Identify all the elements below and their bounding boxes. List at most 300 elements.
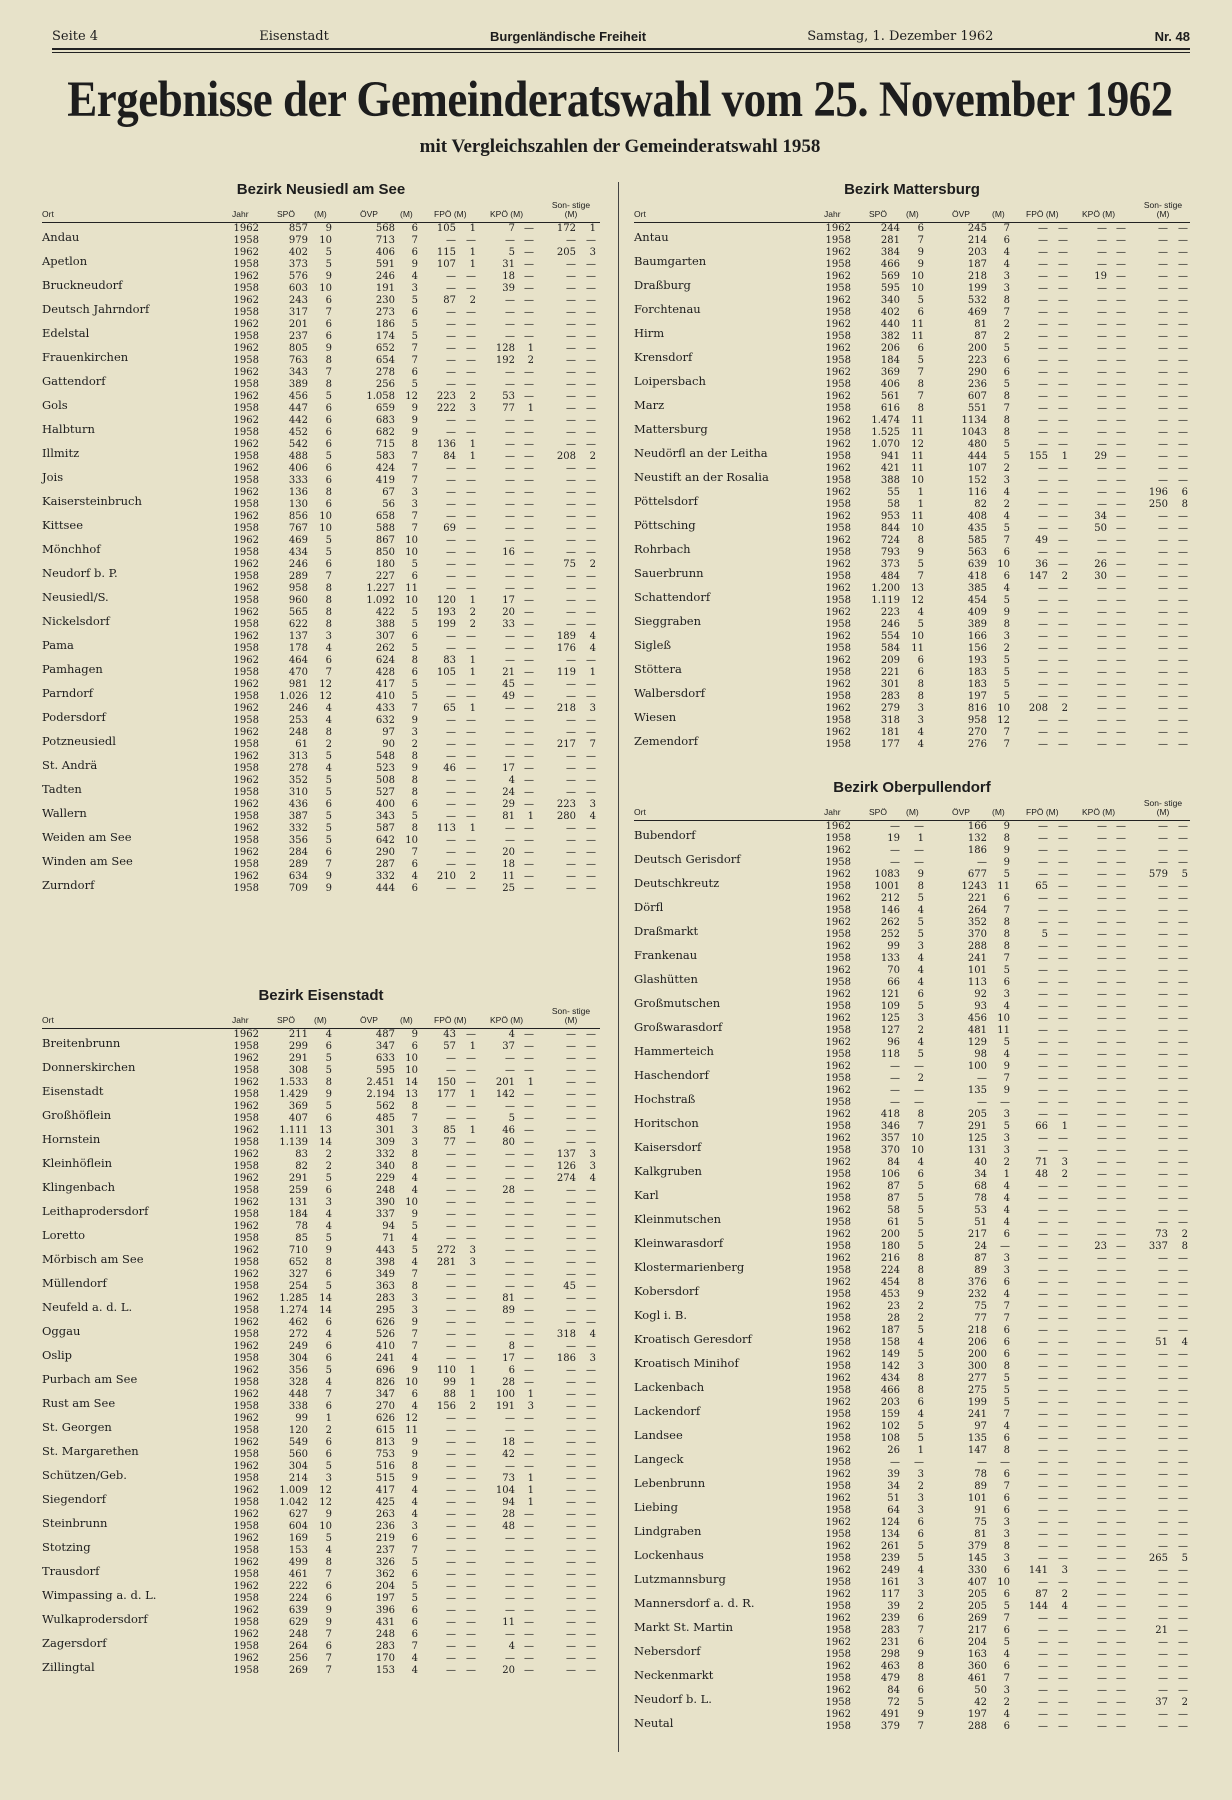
result-cell: 5: [1003, 1397, 1010, 1408]
table-row: [42, 1365, 600, 1389]
result-cell: 163: [967, 1649, 987, 1660]
result-cell: —: [524, 1089, 534, 1100]
result-cell: 224: [880, 1265, 900, 1276]
table-row: [42, 1437, 600, 1461]
result-cell: —: [524, 259, 534, 270]
result-cell: —: [586, 319, 596, 330]
result-cell: 2: [917, 1025, 924, 1036]
district-title: Bezirk Neusiedl am See: [236, 181, 406, 198]
table-row: [42, 1509, 600, 1533]
result-cell: 3: [917, 1493, 924, 1504]
result-cell: 29: [502, 799, 515, 810]
result-cell: 75: [563, 559, 576, 570]
result-cell: —: [586, 487, 596, 498]
result-cell: 184: [880, 355, 900, 366]
result-cell: —: [446, 1293, 456, 1304]
result-cell: —: [1116, 1097, 1126, 1108]
municipality-name: Lackenbach: [634, 1380, 705, 1394]
result-cell: 1: [527, 1077, 534, 1088]
table-row: [42, 631, 600, 655]
result-cell: 1962: [233, 751, 259, 762]
result-cell: 1962: [233, 415, 259, 426]
result-cell: 481: [967, 1025, 987, 1036]
result-cell: —: [1097, 1661, 1107, 1672]
results-1962: [42, 1269, 600, 1281]
result-cell: 261: [880, 1541, 900, 1552]
result-cell: 388: [375, 619, 395, 630]
result-cell: —: [566, 1389, 576, 1400]
result-cell: 6: [411, 631, 418, 642]
result-cell: 7: [411, 463, 418, 474]
result-cell: 1958: [233, 1257, 259, 1268]
result-cell: 1958: [825, 1553, 851, 1564]
result-cell: —: [1097, 283, 1107, 294]
result-cell: 2: [325, 1161, 332, 1172]
result-cell: —: [466, 859, 476, 870]
result-cell: —: [1158, 1589, 1168, 1600]
results-1962: [634, 271, 1190, 283]
result-cell: —: [524, 619, 534, 630]
result-cell: —: [1158, 1517, 1168, 1528]
result-cell: 135: [967, 1433, 987, 1444]
result-cell: 208: [556, 451, 576, 462]
result-cell: 6: [325, 415, 332, 426]
result-cell: 1.429: [279, 1089, 308, 1100]
result-cell: 1962: [233, 823, 259, 834]
result-cell: 1958: [233, 1137, 259, 1148]
result-cell: —: [524, 607, 534, 618]
municipality-name: Kaisersteinbruch: [42, 494, 142, 508]
results-1958: [634, 1241, 1190, 1253]
result-cell: —: [566, 1101, 576, 1112]
result-cell: —: [1038, 1193, 1048, 1204]
result-cell: 5: [917, 1349, 924, 1360]
result-cell: —: [1158, 247, 1168, 258]
result-cell: 193: [436, 607, 456, 618]
result-cell: 100: [967, 1061, 987, 1072]
result-cell: —: [1178, 1001, 1188, 1012]
result-cell: —: [446, 883, 456, 894]
result-cell: —: [1058, 1373, 1068, 1384]
result-cell: 87: [974, 331, 987, 342]
result-cell: —: [1038, 343, 1048, 354]
column-header-row: [634, 200, 1190, 223]
result-cell: 1958: [825, 1025, 851, 1036]
result-cell: —: [1158, 1661, 1168, 1672]
result-cell: —: [446, 355, 456, 366]
result-cell: 2: [589, 451, 596, 462]
result-cell: —: [1178, 1325, 1188, 1336]
result-cell: —: [586, 1041, 596, 1052]
result-cell: —: [566, 1401, 576, 1412]
result-cell: 58: [887, 1205, 900, 1216]
result-cell: 6: [917, 1517, 924, 1528]
results-1958: [634, 1049, 1190, 1061]
result-cell: 170: [375, 1653, 395, 1664]
municipality-name: Zillingtal: [42, 1660, 95, 1674]
result-cell: 72: [887, 1697, 900, 1708]
result-cell: —: [1058, 1265, 1068, 1276]
result-cell: —: [1038, 295, 1048, 306]
results-1958: [42, 499, 600, 511]
result-cell: —: [586, 1197, 596, 1208]
result-cell: 5: [325, 1173, 332, 1184]
result-cell: —: [1097, 989, 1107, 1000]
results-1958: [634, 905, 1190, 917]
result-cell: 136: [436, 439, 456, 450]
result-cell: 5: [325, 451, 332, 462]
result-cell: 3: [411, 1137, 418, 1148]
result-cell: 283: [880, 1625, 900, 1636]
result-cell: 26: [1094, 559, 1107, 570]
result-cell: —: [1116, 439, 1126, 450]
result-cell: 5: [1003, 1637, 1010, 1648]
result-cell: —: [505, 379, 515, 390]
results-1958: [42, 595, 600, 607]
result-cell: 4: [508, 775, 515, 786]
result-cell: —: [1116, 953, 1126, 964]
municipality-name: Neusiedl/S.: [42, 590, 109, 604]
result-cell: —: [586, 679, 596, 690]
municipality-name: Krensdorf: [634, 350, 693, 364]
result-cell: —: [566, 1485, 576, 1496]
result-cell: —: [586, 1341, 596, 1352]
result-cell: 1962: [233, 1437, 259, 1448]
result-cell: 9: [411, 1317, 418, 1328]
table-row: [634, 1157, 1190, 1181]
result-cell: 3: [917, 941, 924, 952]
result-cell: —: [1116, 1013, 1126, 1024]
result-cell: —: [1178, 1349, 1188, 1360]
result-cell: —: [446, 715, 456, 726]
result-cell: —: [586, 1317, 596, 1328]
results-1962: [634, 1253, 1190, 1265]
municipality-name: Rust am See: [42, 1396, 116, 1410]
table-row: [634, 415, 1190, 439]
result-cell: —: [586, 1365, 596, 1376]
table-row: [634, 1253, 1190, 1277]
result-cell: —: [977, 857, 987, 868]
result-cell: 246: [288, 703, 308, 714]
table-row: [634, 1133, 1190, 1157]
result-cell: 5: [917, 1049, 924, 1060]
municipality-name: Pama: [42, 638, 74, 652]
result-cell: 373: [880, 559, 900, 570]
result-cell: 6: [917, 989, 924, 1000]
results-1962: [42, 559, 600, 571]
result-cell: —: [566, 499, 576, 510]
municipality-name: Forchtenau: [634, 302, 701, 316]
result-cell: —: [1058, 391, 1068, 402]
result-cell: —: [1116, 1469, 1126, 1480]
result-cell: 6: [325, 847, 332, 858]
results-1962: [634, 1133, 1190, 1145]
result-cell: 108: [880, 1433, 900, 1444]
results-1958: [634, 1433, 1190, 1445]
result-cell: 155: [1028, 451, 1048, 462]
result-cell: —: [1058, 821, 1068, 832]
result-cell: 1958: [233, 547, 259, 558]
result-cell: 4: [325, 1029, 332, 1040]
result-cell: 313: [288, 751, 308, 762]
result-cell: —: [566, 403, 576, 414]
result-cell: 1962: [825, 487, 851, 498]
result-cell: —: [505, 1221, 515, 1232]
results-1962: [42, 1077, 600, 1089]
result-cell: 212: [880, 893, 900, 904]
result-cell: —: [1038, 1457, 1048, 1468]
result-cell: 9: [325, 343, 332, 354]
result-cell: —: [1097, 1361, 1107, 1372]
result-cell: 6: [411, 307, 418, 318]
result-cell: —: [1158, 1385, 1168, 1396]
result-cell: 1962: [825, 703, 851, 714]
result-cell: —: [1116, 1169, 1126, 1180]
result-cell: —: [466, 379, 476, 390]
result-cell: 1958: [825, 307, 851, 318]
result-cell: —: [1097, 1181, 1107, 1192]
result-cell: —: [524, 1257, 534, 1268]
results-1962: [42, 1509, 600, 1521]
table-row: [634, 989, 1190, 1013]
result-cell: 10: [911, 1145, 924, 1156]
result-cell: 85: [295, 1233, 308, 1244]
results-1962: [634, 1181, 1190, 1193]
result-cell: 2: [917, 1601, 924, 1612]
result-cell: 186: [375, 319, 395, 330]
result-cell: 269: [967, 1613, 987, 1624]
result-cell: 2: [469, 391, 476, 402]
municipality-name: Stotzing: [42, 1540, 91, 1554]
table-row: [42, 1053, 600, 1077]
result-cell: 8: [1003, 917, 1010, 928]
result-cell: 1958: [233, 667, 259, 678]
result-cell: —: [566, 1461, 576, 1472]
result-cell: —: [1097, 655, 1107, 666]
result-cell: —: [1178, 1505, 1188, 1516]
result-cell: 8: [917, 1265, 924, 1276]
result-cell: 5: [1003, 595, 1010, 606]
result-cell: 1962: [233, 223, 259, 234]
result-cell: —: [1158, 821, 1168, 832]
result-cell: 11: [911, 319, 924, 330]
result-cell: 4: [411, 871, 418, 882]
table-row: [42, 1317, 600, 1341]
results-1962: [634, 295, 1190, 307]
municipality-name: Oslip: [42, 1348, 73, 1362]
results-rows: [634, 223, 1190, 751]
result-cell: 7: [411, 847, 418, 858]
result-cell: —: [1116, 727, 1126, 738]
result-cell: 19: [887, 833, 900, 844]
result-cell: —: [586, 727, 596, 738]
result-cell: 352: [967, 917, 987, 928]
result-cell: —: [1178, 1265, 1188, 1276]
result-cell: 6: [325, 475, 332, 486]
municipality-name: Rohrbach: [634, 542, 691, 556]
result-cell: 7: [1003, 1673, 1010, 1684]
result-cell: —: [1116, 1193, 1126, 1204]
result-cell: 1962: [233, 871, 259, 882]
result-cell: —: [586, 1065, 596, 1076]
result-cell: —: [586, 1545, 596, 1556]
result-cell: 5: [411, 1557, 418, 1568]
result-cell: 12: [405, 391, 418, 402]
result-cell: —: [446, 1197, 456, 1208]
result-cell: 7: [917, 367, 924, 378]
result-cell: 1962: [233, 631, 259, 642]
result-cell: —: [466, 1197, 476, 1208]
result-cell: 69: [443, 523, 456, 534]
results-1962: [634, 1349, 1190, 1361]
result-cell: 434: [288, 547, 308, 558]
result-cell: 3: [1003, 1145, 1010, 1156]
result-cell: 1962: [825, 1157, 851, 1168]
result-cell: —: [1038, 905, 1048, 916]
result-cell: 197: [375, 1593, 395, 1604]
result-cell: 1962: [233, 295, 259, 306]
results-1962: [634, 727, 1190, 739]
result-cell: 1: [917, 833, 924, 844]
result-cell: 6: [1003, 893, 1010, 904]
result-cell: 244: [880, 223, 900, 234]
result-cell: 5: [325, 751, 332, 762]
result-cell: 2: [411, 739, 418, 750]
results-1958: [634, 547, 1190, 559]
result-cell: 2: [469, 619, 476, 630]
result-cell: —: [1058, 857, 1068, 868]
result-cell: —: [1038, 1337, 1048, 1348]
result-cell: 1958: [233, 1329, 259, 1340]
result-cell: —: [446, 691, 456, 702]
result-cell: —: [1038, 667, 1048, 678]
results-1962: [634, 247, 1190, 259]
result-cell: 8: [917, 1673, 924, 1684]
results-1962: [634, 1541, 1190, 1553]
result-cell: —: [1038, 247, 1048, 258]
result-cell: 8: [917, 379, 924, 390]
result-cell: 10: [405, 547, 418, 558]
result-cell: —: [566, 523, 576, 534]
result-cell: 767: [288, 523, 308, 534]
result-cell: —: [524, 1065, 534, 1076]
result-cell: —: [446, 547, 456, 558]
result-cell: 24: [974, 1241, 987, 1252]
result-cell: —: [524, 1461, 534, 1472]
result-cell: —: [524, 571, 534, 582]
result-cell: 3: [917, 1589, 924, 1600]
result-cell: —: [1158, 1325, 1168, 1336]
result-cell: —: [446, 379, 456, 390]
result-cell: —: [1178, 403, 1188, 414]
result-cell: —: [1116, 367, 1126, 378]
result-cell: —: [1178, 1721, 1188, 1732]
result-cell: —: [1097, 343, 1107, 354]
result-cell: 77: [502, 403, 515, 414]
table-row: [634, 1517, 1190, 1541]
result-cell: —: [1097, 727, 1107, 738]
result-cell: —: [566, 1641, 576, 1652]
result-cell: 283: [375, 1641, 395, 1652]
result-cell: —: [586, 1413, 596, 1424]
result-cell: —: [524, 1413, 534, 1424]
results-1962: [42, 1605, 600, 1617]
result-cell: 217: [967, 1625, 987, 1636]
result-cell: —: [1116, 1721, 1126, 1732]
result-cell: 1.474: [871, 415, 900, 426]
result-cell: 4: [325, 703, 332, 714]
result-cell: 125: [967, 1133, 987, 1144]
result-cell: 551: [967, 403, 987, 414]
result-cell: —: [566, 319, 576, 330]
column-header-m2: (M): [400, 209, 413, 219]
municipality-name: Andau: [42, 230, 80, 244]
result-cell: 1962: [233, 1029, 259, 1040]
result-cell: 409: [967, 607, 987, 618]
result-cell: —: [890, 1061, 900, 1072]
results-1962: [634, 1421, 1190, 1433]
result-cell: 1.042: [279, 1497, 308, 1508]
result-cell: 8: [411, 787, 418, 798]
result-cell: —: [1178, 1673, 1188, 1684]
result-cell: —: [1097, 439, 1107, 450]
result-cell: 6: [325, 331, 332, 342]
result-cell: —: [1178, 607, 1188, 618]
result-cell: —: [1158, 595, 1168, 606]
result-cell: 1958: [825, 953, 851, 964]
result-cell: —: [1058, 1541, 1068, 1552]
result-cell: 421: [880, 463, 900, 474]
result-cell: 8: [917, 1661, 924, 1672]
results-1958: [634, 643, 1190, 655]
column-header-jahr: Jahr: [824, 209, 841, 219]
result-cell: —: [446, 1617, 456, 1628]
result-cell: —: [524, 1449, 534, 1460]
result-cell: —: [1058, 295, 1068, 306]
result-cell: —: [586, 1029, 596, 1040]
result-cell: 3: [1003, 1133, 1010, 1144]
result-cell: 274: [556, 1173, 576, 1184]
result-cell: 6: [411, 1629, 418, 1640]
result-cell: 221: [880, 667, 900, 678]
result-cell: —: [1058, 283, 1068, 294]
result-cell: —: [566, 715, 576, 726]
result-cell: —: [1038, 1325, 1048, 1336]
result-cell: 84: [887, 1685, 900, 1696]
result-cell: 3: [411, 727, 418, 738]
result-cell: —: [466, 1185, 476, 1196]
result-cell: 46: [502, 1125, 515, 1136]
result-cell: 563: [967, 547, 987, 558]
result-cell: —: [566, 235, 576, 246]
result-cell: 347: [375, 1041, 395, 1052]
column-header-ovp: ÖVP: [360, 209, 378, 219]
result-cell: 1958: [825, 1529, 851, 1540]
result-cell: —: [524, 1173, 534, 1184]
table-row: [634, 1061, 1190, 1085]
result-cell: 203: [967, 247, 987, 258]
result-cell: —: [1038, 583, 1048, 594]
result-cell: 6: [917, 1637, 924, 1648]
result-cell: —: [524, 1617, 534, 1628]
result-cell: 184: [288, 1209, 308, 1220]
result-cell: —: [566, 1581, 576, 1592]
result-cell: —: [1178, 953, 1188, 964]
result-cell: —: [1158, 523, 1168, 534]
result-cell: 1958: [233, 379, 259, 390]
result-cell: —: [566, 1365, 576, 1376]
result-cell: —: [505, 751, 515, 762]
